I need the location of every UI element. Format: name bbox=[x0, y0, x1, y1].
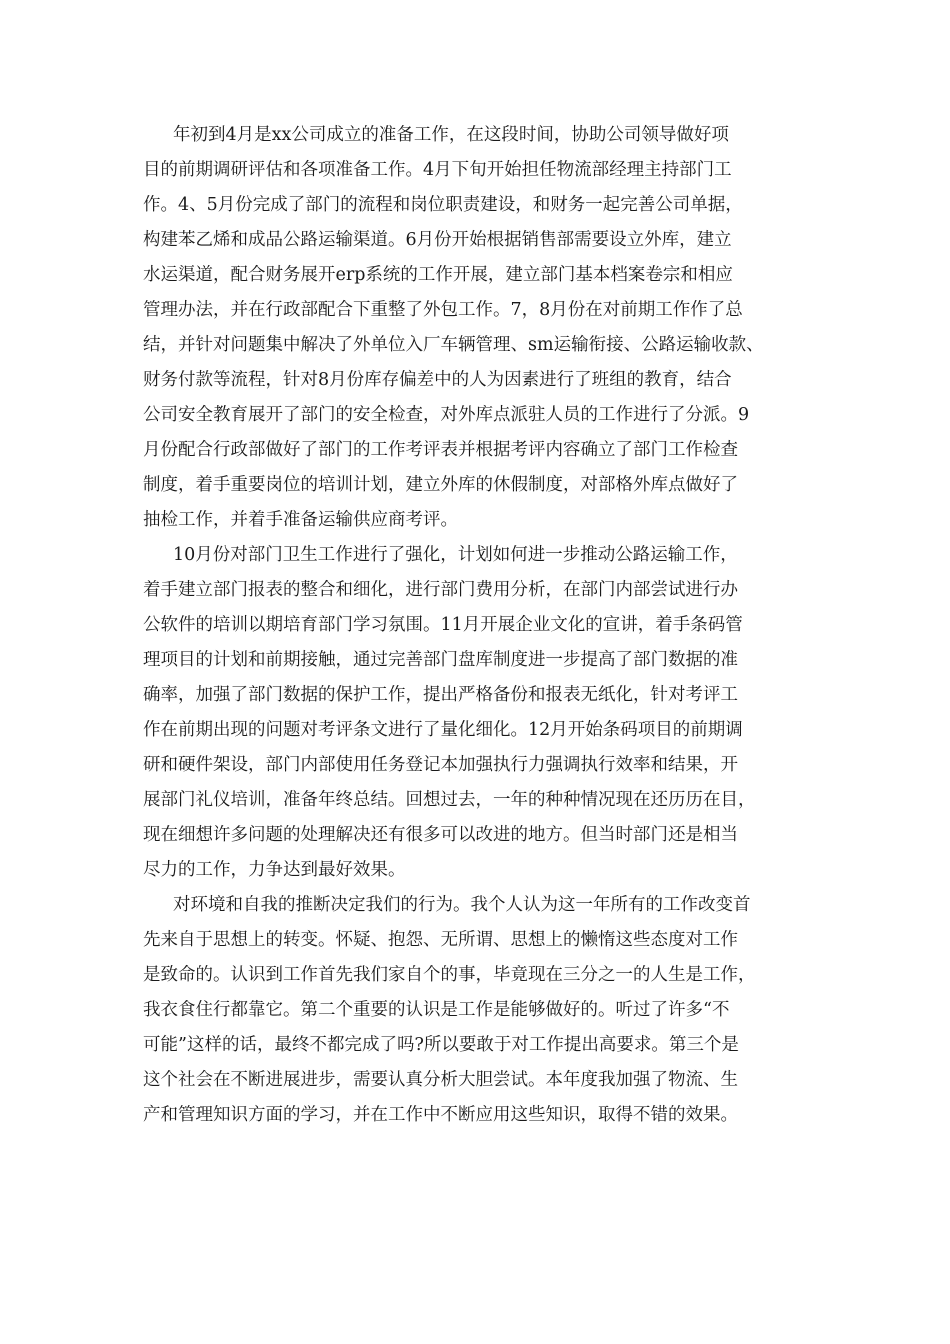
text-line: 作在前期出现的问题对考评条文进行了量化细化。12月开始条码项目的前期调 bbox=[143, 720, 743, 740]
text-line: 构建苯乙烯和成品公路运输渠道。6月份开始根据销售部需要设立外库，建立 bbox=[143, 230, 732, 250]
paragraph-2 bbox=[143, 538, 833, 888]
text-line: 可能”这样的话，最终不都完成了吗?所以要敢于对工作提出高要求。第三个是 bbox=[143, 1035, 739, 1055]
text-line: 管理办法，并在行政部配合下重整了外包工作。7，8月份在对前期工作作了总 bbox=[143, 300, 743, 320]
text-line: 结，并针对问题集中解决了外单位入厂车辆管理、sm运输衔接、公路运输收款、 bbox=[143, 335, 764, 355]
document-body bbox=[143, 118, 833, 1133]
text-line: 公软件的培训以期培育部门学习氛围。11月开展企业文化的宣讲，着手条码管 bbox=[143, 615, 743, 635]
text-line: 财务付款等流程，针对8月份库存偏差中的人为因素进行了班组的教育，结合 bbox=[143, 370, 732, 390]
text-line: 年初到4月是xx公司成立的准备工作，在这段时间，协助公司领导做好项 bbox=[173, 125, 729, 145]
text-line: 制度，着手重要岗位的培训计划，建立外库的休假制度，对部格外库点做好了 bbox=[143, 475, 738, 495]
text-line: 先来自于思想上的转变。怀疑、抱怨、无所谓、思想上的懒惰这些态度对工作 bbox=[143, 930, 738, 950]
text-line: 抽检工作，并着手准备运输供应商考评。 bbox=[143, 510, 458, 530]
text-line: 尽力的工作，力争达到最好效果。 bbox=[143, 860, 406, 880]
text-line: 着手建立部门报表的整合和细化，进行部门费用分析，在部门内部尝试进行办 bbox=[143, 580, 738, 600]
text-line: 确率，加强了部门数据的保护工作，提出严格备份和报表无纸化，针对考评工 bbox=[143, 685, 738, 705]
text-line: 是致命的。认识到工作首先我们家自个的事，毕竟现在三分之一的人生是工作， bbox=[143, 965, 756, 985]
text-line: 10月份对部门卫生工作进行了强化，计划如何进一步推动公路运输工作， bbox=[173, 545, 738, 565]
text-line: 公司安全教育展开了部门的安全检查，对外库点派驻人员的工作进行了分派。9 bbox=[143, 405, 750, 425]
paragraph-3 bbox=[143, 888, 833, 1133]
text-line: 水运渠道，配合财务展开erp系统的工作开展，建立部门基本档案卷宗和相应 bbox=[143, 265, 733, 285]
text-line: 研和硬件架设，部门内部使用任务登记本加强执行力强调执行效率和结果，开 bbox=[143, 755, 738, 775]
text-line: 现在细想许多问题的处理解决还有很多可以改进的地方。但当时部门还是相当 bbox=[143, 825, 738, 845]
text-line: 目的前期调研评估和各项准备工作。4月下旬开始担任物流部经理主持部门工 bbox=[143, 160, 732, 180]
text-line: 展部门礼仪培训，准备年终总结。回想过去，一年的种种情况现在还历历在目， bbox=[143, 790, 756, 810]
text-line: 作。4、5月份完成了部门的流程和岗位职责建设，和财务一起完善公司单据， bbox=[143, 195, 743, 215]
text-line: 这个社会在不断进展进步，需要认真分析大胆尝试。本年度我加强了物流、生 bbox=[143, 1070, 738, 1090]
paragraph-1 bbox=[143, 118, 833, 538]
text-line: 对环境和自我的推断决定我们的行为。我个人认为这一年所有的工作改变首 bbox=[173, 895, 751, 915]
text-line: 产和管理知识方面的学习，并在工作中不断应用这些知识，取得不错的效果。 bbox=[143, 1105, 738, 1125]
text-line: 理项目的计划和前期接触，通过完善部门盘库制度进一步提高了部门数据的准 bbox=[143, 650, 738, 670]
text-line: 月份配合行政部做好了部门的工作考评表并根据考评内容确立了部门工作检查 bbox=[143, 440, 738, 460]
text-line: 我衣食住行都靠它。第二个重要的认识是工作是能够做好的。听过了许多“不 bbox=[143, 1000, 730, 1020]
